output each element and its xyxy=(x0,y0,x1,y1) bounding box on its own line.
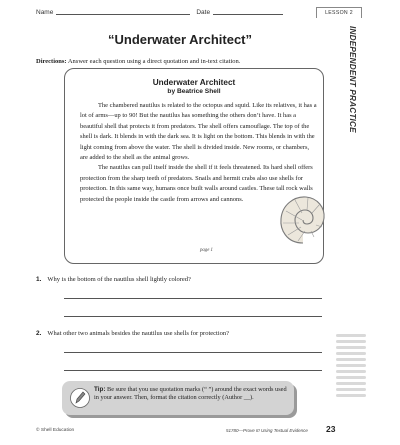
name-date-line xyxy=(36,9,283,16)
footer-book-title: 51780—Prove It! Using Textual Evidence xyxy=(226,428,308,433)
pencil-icon xyxy=(70,387,90,409)
tip-body: Be sure that you use quotation marks (“ ”) around the exact words used in your answer. Then, format the citation correctly (Author __). xyxy=(94,386,287,401)
page-reference: page 1 xyxy=(200,248,213,253)
directions-text: Answer each question using a direct quotation and in-text citation. xyxy=(66,58,241,65)
independent-practice-label: INDEPENDENT PRACTICE xyxy=(348,26,357,133)
footer-publisher: © Shell Education xyxy=(36,428,75,433)
passage-paragraph: The nautilus can pull itself inside the shell if it feels threatened. Its hard shell offers protection from the sharp teeth of predators. Snails and hermit crabs also use shells for protection. In this same way, humans once built walls around castles. These tall rock walls protected the people inside the castle from arrows and cannons. xyxy=(80,164,313,203)
nautilus-shell-icon xyxy=(278,193,328,245)
directions xyxy=(36,58,240,65)
date-field[interactable] xyxy=(213,14,283,15)
question-text: What other two animals besides the nautilus use shells for protection? xyxy=(47,330,230,337)
answer-line[interactable] xyxy=(64,298,322,299)
tip-label: Tip: xyxy=(94,386,106,393)
tip-text xyxy=(94,386,290,402)
question-2 xyxy=(36,330,229,337)
decorative-stripes xyxy=(332,330,366,405)
question-1 xyxy=(36,276,191,283)
answer-line[interactable] xyxy=(64,352,322,353)
question-text: Why is the bottom of the nautilus shell lightly colored? xyxy=(47,276,191,283)
question-number: 1. xyxy=(36,276,42,283)
name-label: Name xyxy=(36,9,54,16)
side-label xyxy=(342,26,360,136)
passage-author: by Beatrice Shell xyxy=(167,88,221,95)
answer-line[interactable] xyxy=(64,370,322,371)
page-title: “Underwater Architect” xyxy=(108,32,252,47)
date-label: Date xyxy=(196,9,211,16)
passage-text xyxy=(80,101,318,205)
lesson-tab: LESSON 2 xyxy=(316,7,362,18)
name-field[interactable] xyxy=(56,14,190,15)
directions-label: Directions: xyxy=(36,58,67,65)
passage-paragraph: The chambered nautilus is related to the octopus and squid. Like its relatives, it has a lot of arms—up to 90! But the nautilus has something the others don’t have. It has a beautiful shell that protects it from predators. The shell offers camouflage. The top of the shell is dark. It blends in with the dark sea. It is light on the bottom. This blends in with the light coming from above the water. The shell is divided inside. New rooms, or chambers, are added to the shell as the animal grows. xyxy=(80,102,317,162)
page-number: 23 xyxy=(326,424,336,434)
question-number: 2. xyxy=(36,330,42,337)
answer-line[interactable] xyxy=(64,316,322,317)
passage-title: Underwater Architect xyxy=(152,78,236,87)
